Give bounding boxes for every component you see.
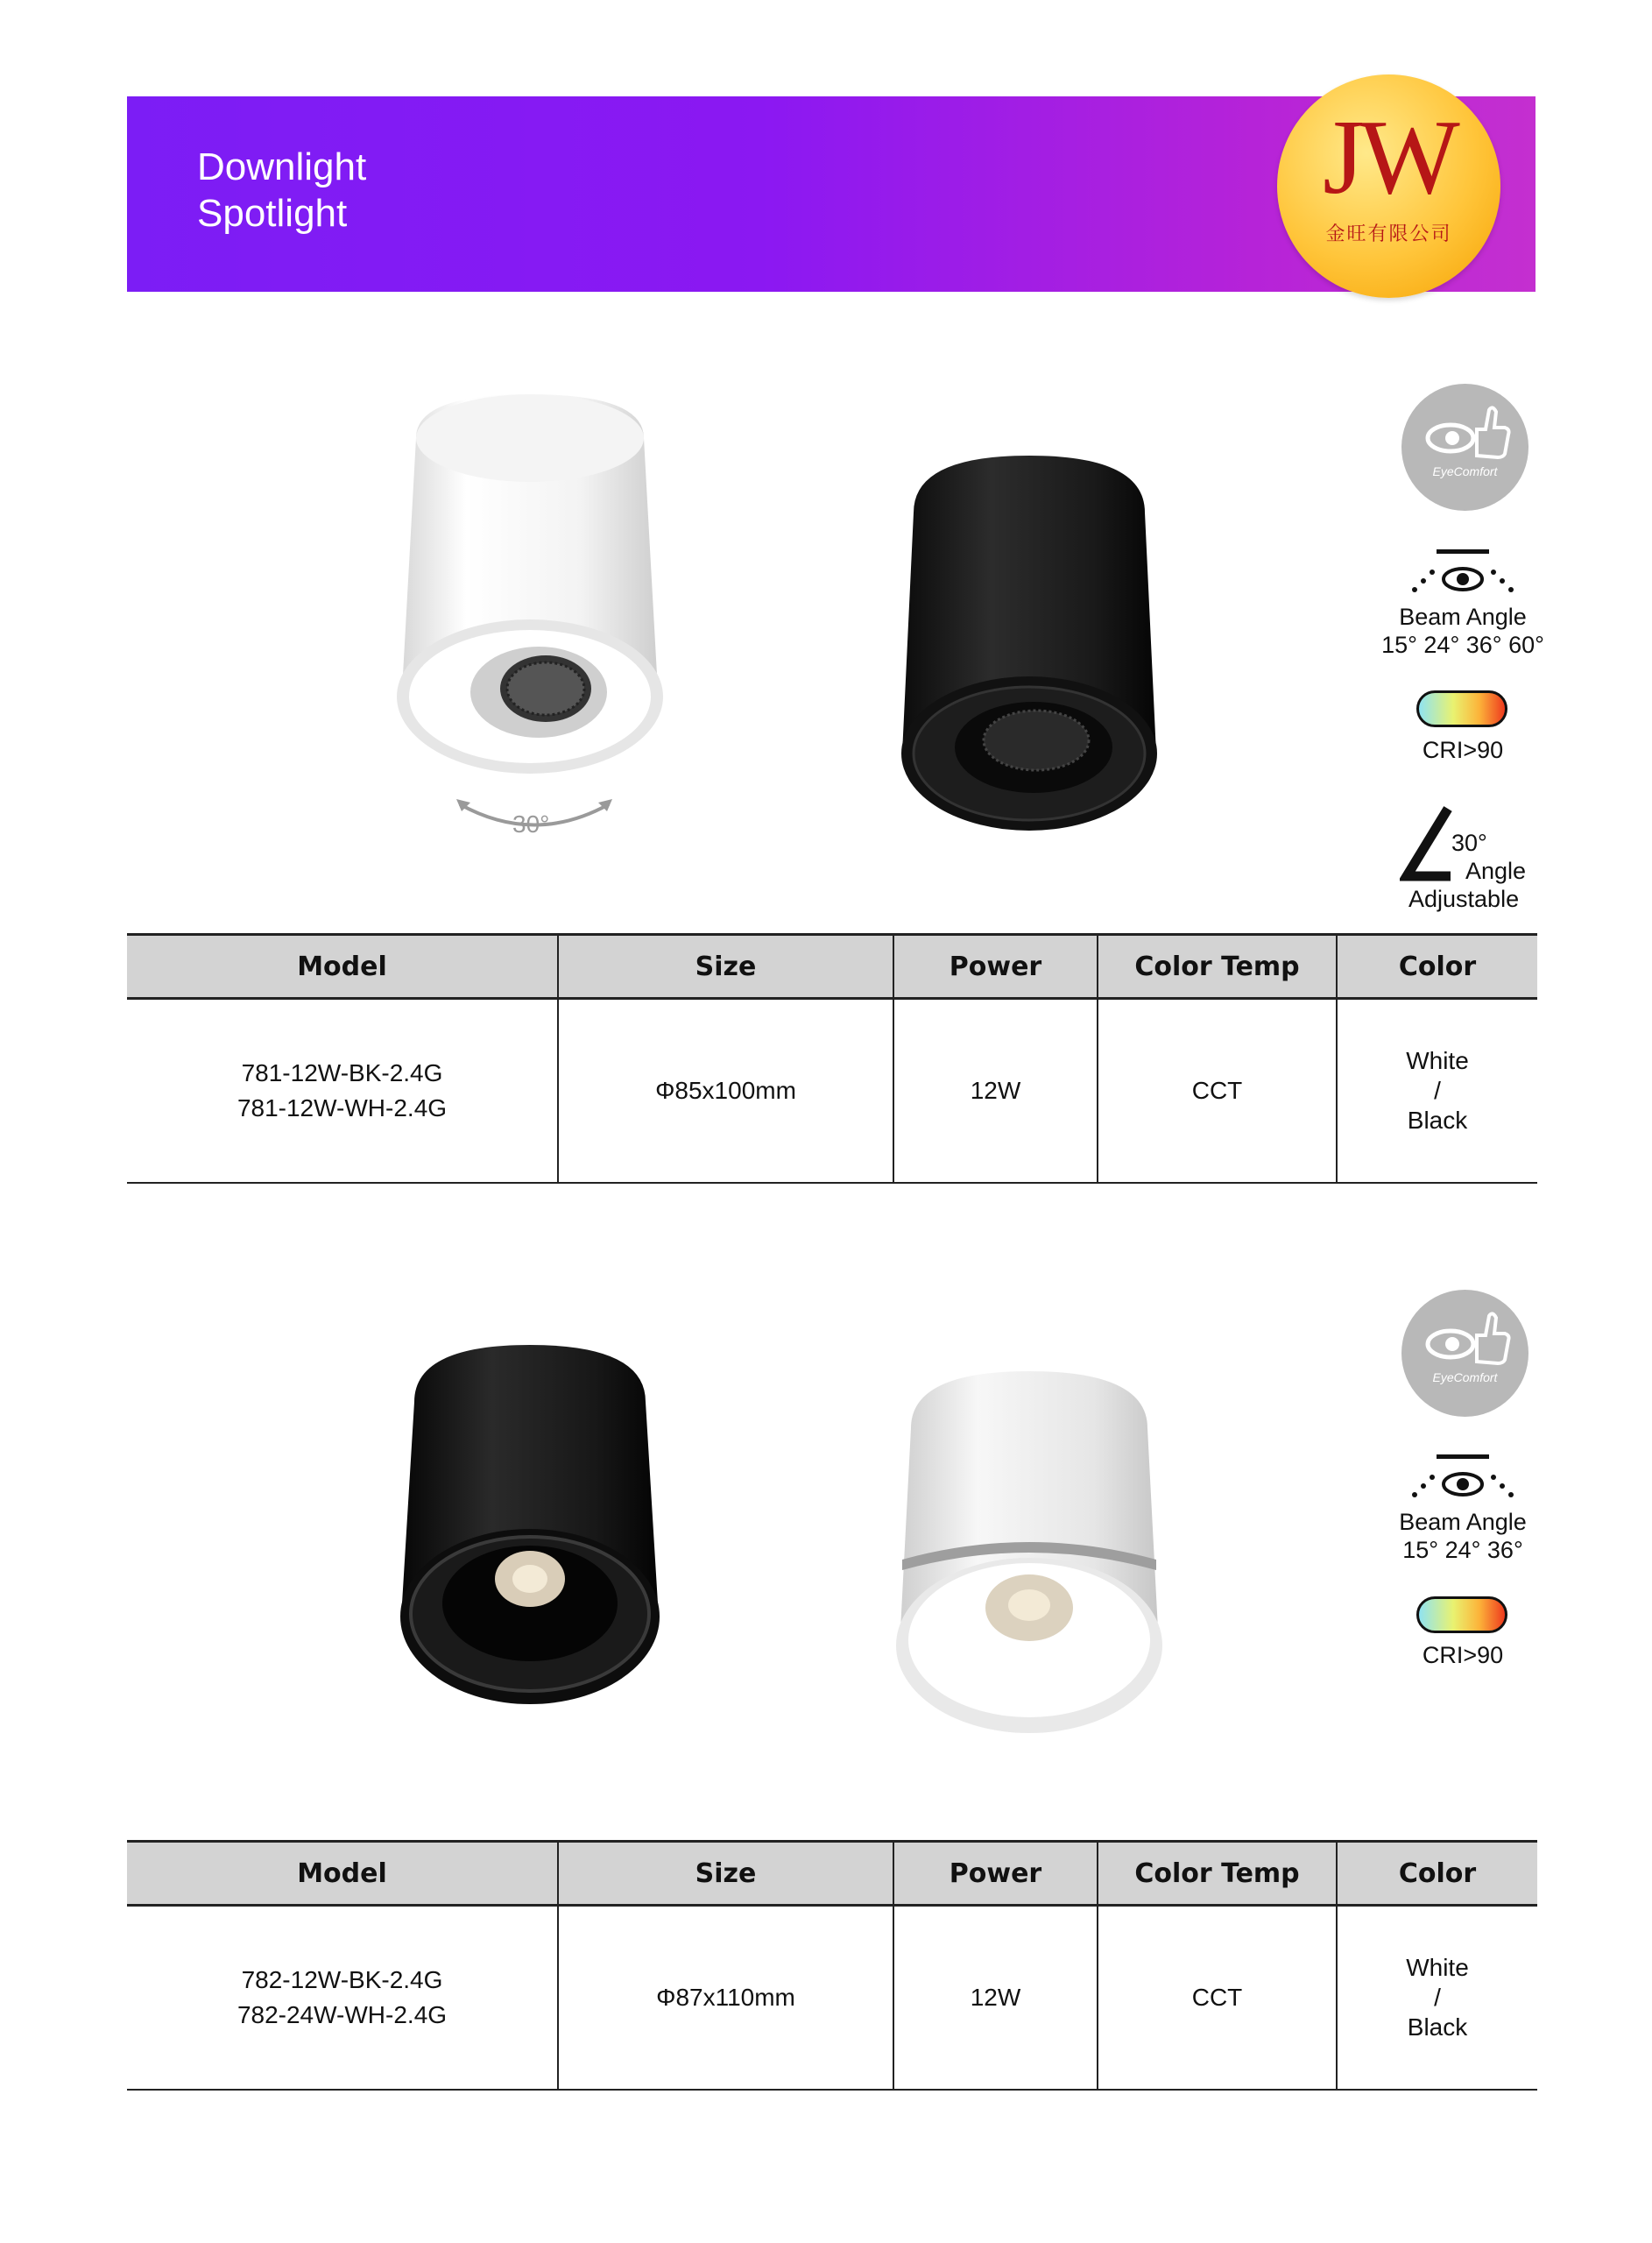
- model-number: 781-12W-BK-2.4G: [241, 1059, 443, 1086]
- cell-size: Φ85x100mm: [558, 999, 893, 1184]
- cell-models: [127, 1906, 558, 2091]
- title-line-spotlight: Spotlight: [197, 192, 348, 235]
- header-color: Color: [1337, 935, 1537, 999]
- angle-adjust-feature: [1401, 829, 1542, 913]
- header-model: Model: [127, 935, 558, 999]
- adjust-angle-value: 30°: [1451, 830, 1487, 856]
- color-option: Black: [1407, 1107, 1468, 1134]
- header-color-temp: Color Temp: [1098, 935, 1337, 999]
- beam-angle-icon: [1406, 548, 1520, 600]
- beam-angle-label: Beam Angle: [1399, 1509, 1527, 1535]
- cell-color-temp: CCT: [1098, 999, 1337, 1184]
- eye-comfort-badge: [1401, 1290, 1528, 1417]
- title-line-downlight: Downlight: [197, 145, 367, 188]
- header-power: Power: [893, 1842, 1098, 1906]
- cell-models: [127, 999, 558, 1184]
- color-option: White: [1406, 1047, 1469, 1074]
- cell-color: [1337, 999, 1537, 1184]
- spec-table-781: [127, 933, 1537, 1184]
- product-image-white-781: [390, 386, 679, 867]
- rotation-label: 30°: [512, 810, 550, 838]
- header-model: Model: [127, 1842, 558, 1906]
- beam-angle-values: 15° 24° 36° 60°: [1381, 632, 1544, 658]
- beam-angle-feature: [1366, 603, 1559, 659]
- product-image-black-782: [390, 1341, 670, 1726]
- adjust-angle-line: Angle: [1465, 858, 1527, 884]
- color-separator: /: [1434, 1077, 1441, 1104]
- color-option: Black: [1407, 2013, 1468, 2041]
- spec-table-782: [127, 1840, 1537, 2091]
- cell-power: 12W: [893, 1906, 1098, 2091]
- product-image-white-782: [885, 1367, 1174, 1752]
- header-size: Size: [558, 935, 893, 999]
- eye-comfort-icon: [1401, 1290, 1528, 1417]
- eye-comfort-label: EyeComfort: [1432, 1370, 1498, 1384]
- beam-angle-label: Beam Angle: [1399, 604, 1527, 630]
- cell-color: [1337, 1906, 1537, 2091]
- logo-company-name: 金旺有限公司: [1325, 223, 1452, 244]
- cell-color-temp: CCT: [1098, 1906, 1337, 2091]
- model-number: 781-12W-WH-2.4G: [237, 1094, 448, 1122]
- model-number: 782-24W-WH-2.4G: [237, 2001, 448, 2028]
- header-size: Size: [558, 1842, 893, 1906]
- cell-power: 12W: [893, 999, 1098, 1184]
- table-row: [127, 1906, 1537, 2091]
- company-logo: [1277, 74, 1500, 298]
- cri-spectrum-icon: [1416, 690, 1507, 727]
- cri-label: CRI>90: [1422, 737, 1504, 763]
- cri-label: CRI>90: [1422, 1642, 1504, 1668]
- color-option: White: [1406, 1954, 1469, 1981]
- eye-comfort-badge: [1401, 384, 1528, 511]
- beam-angle-icon: [1406, 1453, 1520, 1505]
- header-color: Color: [1337, 1842, 1537, 1906]
- cri-spectrum-icon: [1416, 1596, 1507, 1633]
- adjust-adjustable-line: Adjustable: [1408, 886, 1520, 912]
- eye-comfort-icon: [1401, 384, 1528, 511]
- eye-comfort-label: EyeComfort: [1432, 464, 1498, 478]
- page-title: [197, 144, 366, 237]
- table-header-row: [127, 1842, 1537, 1906]
- model-number: 782-12W-BK-2.4G: [241, 1966, 443, 1993]
- product-image-black-781: [889, 451, 1169, 841]
- beam-angle-feature: [1366, 1508, 1559, 1564]
- logo-mark: JW: [1323, 98, 1455, 216]
- header-power: Power: [893, 935, 1098, 999]
- header-color-temp: Color Temp: [1098, 1842, 1337, 1906]
- table-header-row: [127, 935, 1537, 999]
- table-row: [127, 999, 1537, 1184]
- color-separator: /: [1434, 1984, 1441, 2011]
- cell-size: Φ87x110mm: [558, 1906, 893, 2091]
- beam-angle-values: 15° 24° 36°: [1402, 1537, 1523, 1563]
